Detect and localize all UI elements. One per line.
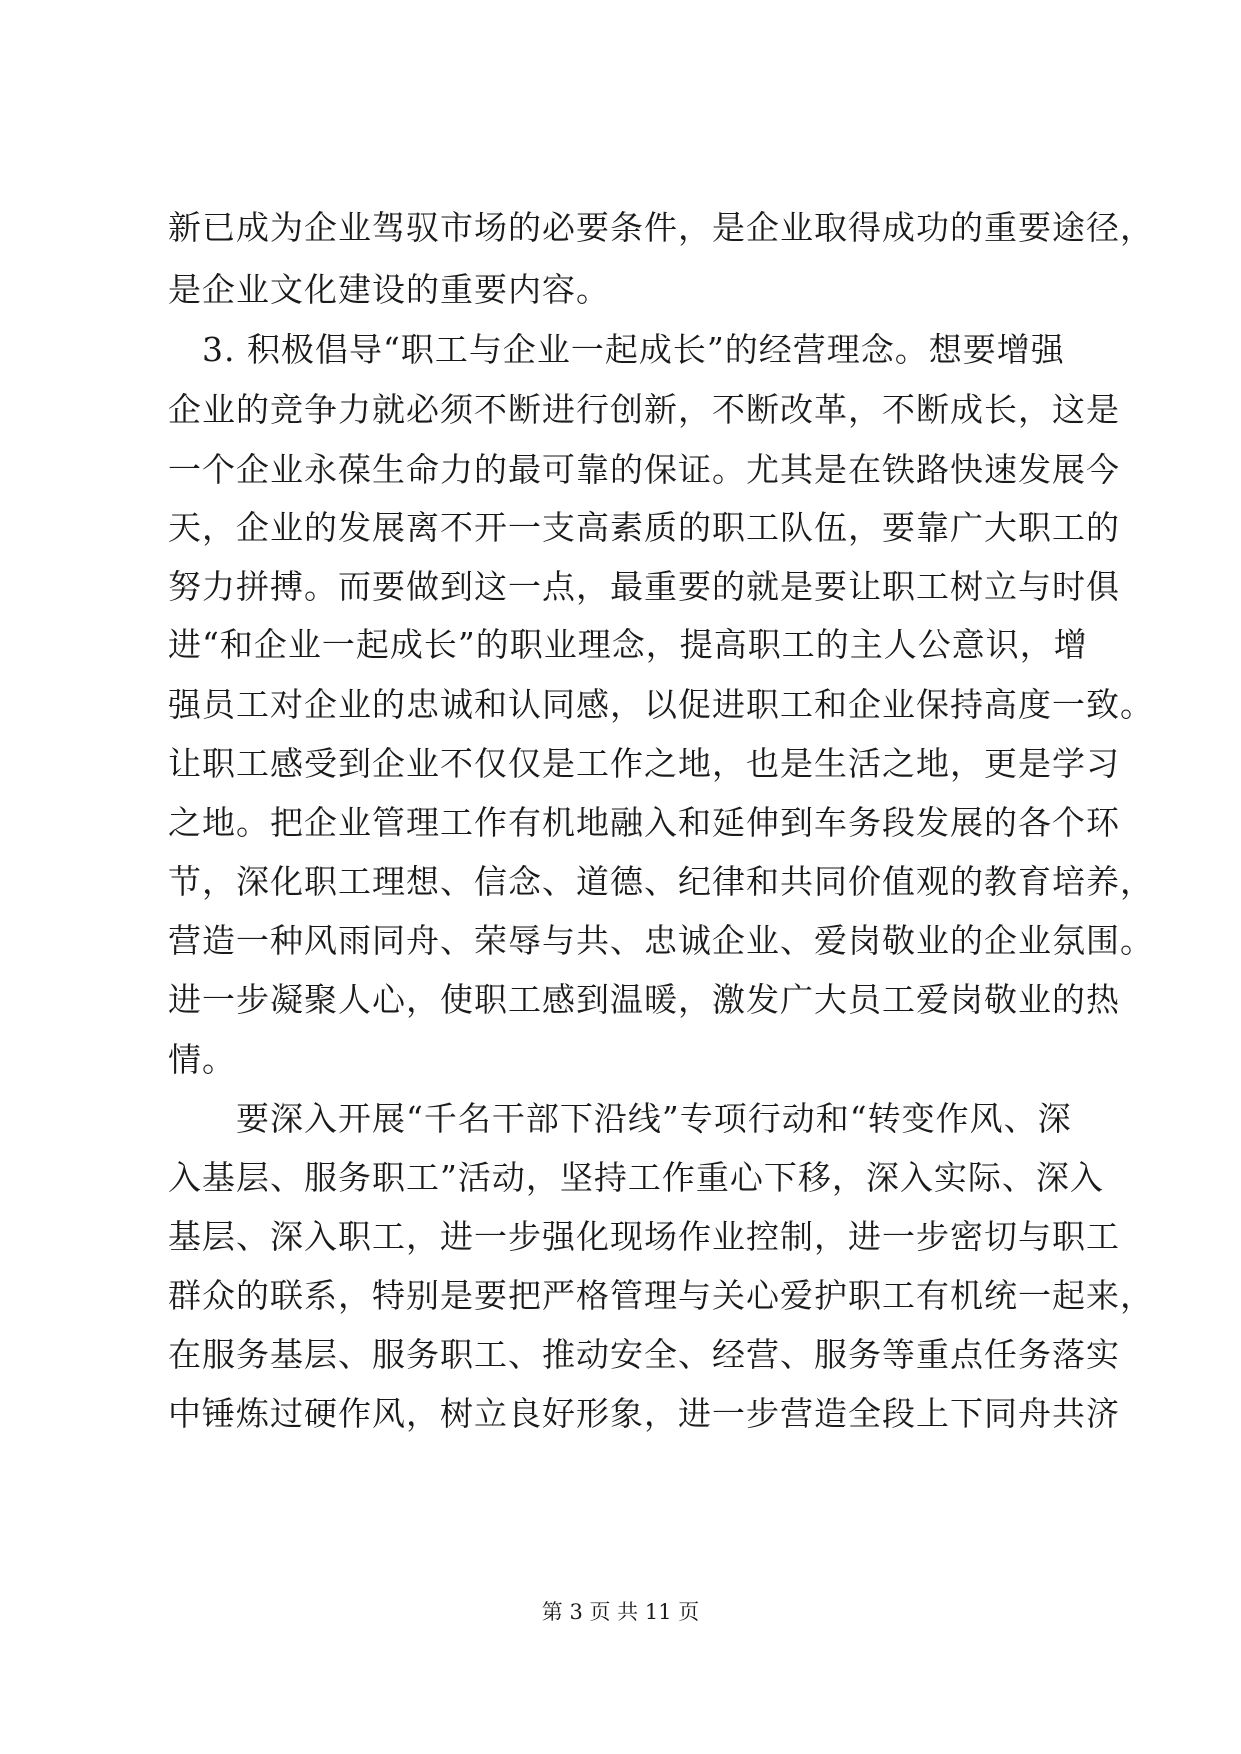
text-line: 营造一种风雨同舟、荣辱与共、忠诚企业、爱岗敬业的企业氛围。 [168, 921, 1154, 960]
text-line: 强员工对企业的忠诚和认同感，以促进职工和企业保持高度一致。 [168, 685, 1154, 724]
text-line: 天，企业的发展离不开一支高素质的职工队伍，要靠广大职工的 [168, 508, 1120, 547]
text-line: 让职工感受到企业不仅仅是工作之地，也是生活之地，更是学习 [168, 744, 1120, 783]
text-line: 基层、深入职工，进一步强化现场作业控制，进一步密切与职工 [168, 1217, 1120, 1256]
text-line: 在服务基层、服务职工、推动安全、经营、服务等重点任务落实 [168, 1335, 1120, 1374]
page-number: 第 3 页 共 11 页 [541, 1600, 700, 1624]
text-line: 之地。把企业管理工作有机地融入和延伸到车务段发展的各个环 [168, 803, 1120, 842]
text-line: 要深入开展“千名干部下沿线”专项行动和“转变作风、深 [168, 1099, 1072, 1138]
text-line: 进“和企业一起成长”的职业理念，提高职工的主人公意识，增 [168, 625, 1088, 664]
text-line: 企业的竞争力就必须不断进行创新，不断改革，不断成长，这是 [168, 390, 1120, 429]
text-line: 是企业文化建设的重要内容。 [168, 270, 610, 309]
text-line: 3. 积极倡导“职工与企业一起成长”的经营理念。想要增强 [168, 330, 1065, 369]
text-line: 中锤炼过硬作风，树立良好形象，进一步营造全段上下同舟共济 [168, 1394, 1120, 1433]
text-line: 进一步凝聚人心，使职工感到温暖，激发广大员工爱岗敬业的热 [168, 980, 1120, 1019]
text-line: 一个企业永葆生命力的最可靠的保证。尤其是在铁路快速发展今 [168, 450, 1120, 489]
text-line: 入基层、服务职工”活动，坚持工作重心下移，深入实际、深入 [168, 1158, 1104, 1197]
text-line: 节，深化职工理想、信念、道德、纪律和共同价值观的教育培养， [168, 862, 1154, 901]
text-line: 努力拼搏。而要做到这一点，最重要的就是要让职工树立与时俱 [168, 567, 1120, 606]
text-line: 新已成为企业驾驭市场的必要条件，是企业取得成功的重要途径， [168, 208, 1154, 247]
text-line: 群众的联系，特别是要把严格管理与关心爱护职工有机统一起来， [168, 1276, 1154, 1315]
text-line: 情。 [168, 1040, 236, 1079]
